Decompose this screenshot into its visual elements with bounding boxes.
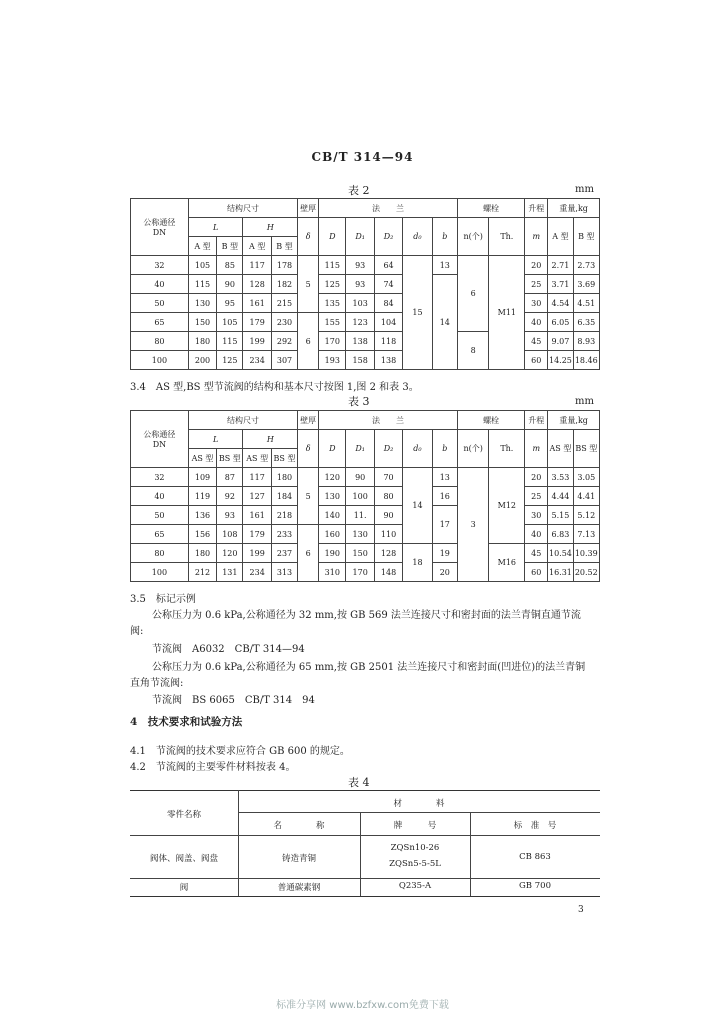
t2-h-struct: 结构尺寸 <box>188 199 297 218</box>
t3-cell: 16 <box>432 487 457 506</box>
t2-cell: 100 <box>131 351 189 370</box>
sec-4-title: 4 技术要求和试验方法 <box>130 716 243 728</box>
t3-cell: 3.05 <box>573 468 599 487</box>
t3-cell: 13 <box>432 468 457 487</box>
t2-cell: 182 <box>271 275 297 294</box>
t3-cell: 32 <box>131 468 189 487</box>
t2-h-D: D <box>319 218 346 256</box>
t2-h-lb: B 型 <box>217 237 243 256</box>
t3-h-ha: AS 型 <box>243 449 271 468</box>
t3-cell: 100 <box>131 563 189 582</box>
t2-cell: 130 <box>188 294 216 313</box>
t3-cell-n: 3 <box>457 468 489 582</box>
t3-cell-th: M16 <box>489 544 525 582</box>
t2-cell-th: M11 <box>489 256 525 370</box>
t3-cell: 10.39 <box>573 544 599 563</box>
t2-cell: 6.05 <box>548 313 573 332</box>
t2-cell: 95 <box>217 294 243 313</box>
t3-cell: 70 <box>374 468 402 487</box>
sec-4-2: 4.2 节流阀的主要零件材料按表 4。 <box>130 762 296 773</box>
t3-h-D1: D₁ <box>346 430 374 468</box>
t3-cell: 100 <box>346 487 374 506</box>
t2-cell: 193 <box>319 351 346 370</box>
t3-h-la: AS 型 <box>188 449 216 468</box>
sec-3-5-p2b: 直角节流阀: <box>130 678 184 689</box>
table-row <box>131 468 600 487</box>
t3-h-L: L <box>188 430 243 449</box>
t3-h-delta: δ <box>298 430 319 468</box>
t2-h-weight: 重量,kg <box>548 199 600 218</box>
t3-h-n: n(个) <box>457 430 489 468</box>
t2-cell: 65 <box>131 313 189 332</box>
t3-h-bolt: 螺栓 <box>457 411 524 430</box>
table-row <box>131 294 600 313</box>
t4-h-material: 材 料 <box>393 799 445 809</box>
t2-cell: 178 <box>271 256 297 275</box>
t2-h-H: H <box>243 218 298 237</box>
t3-cell: 190 <box>319 544 346 563</box>
t3-cell: 234 <box>243 563 271 582</box>
t3-cell: 90 <box>374 506 402 525</box>
table-row <box>131 563 600 582</box>
t3-cell: 128 <box>374 544 402 563</box>
t3-cell: 92 <box>217 487 243 506</box>
t3-cell: 16.31 <box>548 563 573 582</box>
t2-cell: 105 <box>188 256 216 275</box>
table4-top-rule <box>130 790 600 791</box>
t3-cell: 160 <box>319 525 346 544</box>
t2-h-lift: 升程 <box>525 199 548 218</box>
t2-cell: 135 <box>319 294 346 313</box>
footer-watermark: 标准分享网 www.bzfxw.com免费下载 <box>276 1000 449 1011</box>
t2-cell: 6.35 <box>573 313 599 332</box>
t3-cell: 313 <box>271 563 297 582</box>
table-row <box>131 256 600 275</box>
t2-cell: 118 <box>374 332 402 351</box>
t3-cell: 60 <box>525 563 548 582</box>
t2-cell: 230 <box>271 313 297 332</box>
t2-cell: 93 <box>346 256 374 275</box>
t4-r1-part: 阀体、阀盖、阀盘 <box>149 854 218 864</box>
t2-cell-n: 6 <box>457 256 489 332</box>
sec-3-5-mark2: 节流阀 BS 6065 CB/T 314 94 <box>152 695 315 706</box>
sec-3-5-p2: 公称压力为 0.6 kPa,公称通径为 65 mm,按 GB 2501 法兰连接尺寸和密封面(凹进位)的法兰青铜 <box>152 662 586 673</box>
t2-cell: 25 <box>525 275 548 294</box>
t2-cell: 9.07 <box>548 332 573 351</box>
t2-h-m: m <box>525 218 548 256</box>
t3-h-wAS: AS 型 <box>548 430 573 468</box>
t3-cell: 130 <box>319 487 346 506</box>
t2-h-dn: 公称通径 DN <box>131 199 189 256</box>
t2-h-D1: D₁ <box>346 218 374 256</box>
t3-cell: 218 <box>271 506 297 525</box>
t3-cell: 80 <box>374 487 402 506</box>
t3-cell-d0: 14 <box>403 468 432 544</box>
t4-r1-grade2: ZQSn5-5-5L <box>389 859 441 869</box>
t2-cell: 125 <box>217 351 243 370</box>
t3-cell: 20 <box>432 563 457 582</box>
t2-cell: 8.93 <box>573 332 599 351</box>
t3-cell: 3.53 <box>548 468 573 487</box>
t3-h-b: b <box>432 430 457 468</box>
t3-cell-d0: 18 <box>403 544 432 582</box>
t2-h-wB: B 型 <box>573 218 599 256</box>
t2-cell: 30 <box>525 294 548 313</box>
t3-cell: 11. <box>346 506 374 525</box>
t3-cell: 161 <box>243 506 271 525</box>
t3-cell: 237 <box>271 544 297 563</box>
t3-h-struct: 结构尺寸 <box>188 411 297 430</box>
t2-cell-delta: 6 <box>298 313 319 370</box>
t2-cell: 32 <box>131 256 189 275</box>
t2-cell: 14.25 <box>548 351 573 370</box>
table-row <box>131 487 600 506</box>
t2-h-th: Th. <box>489 218 525 256</box>
t2-cell: 103 <box>346 294 374 313</box>
t3-cell: 180 <box>188 544 216 563</box>
t3-cell: 140 <box>319 506 346 525</box>
t3-cell: 130 <box>346 525 374 544</box>
t2-cell: 74 <box>374 275 402 294</box>
t3-h-D: D <box>319 430 346 468</box>
t3-h-wall: 壁厚 <box>298 411 319 430</box>
t3-cell: 20.52 <box>573 563 599 582</box>
t3-cell: 108 <box>217 525 243 544</box>
table-row <box>131 275 600 294</box>
t3-cell: 7.13 <box>573 525 599 544</box>
t3-cell: 4.41 <box>573 487 599 506</box>
t2-h-D2: D₂ <box>374 218 402 256</box>
t3-cell: 87 <box>217 468 243 487</box>
t2-cell: 3.69 <box>573 275 599 294</box>
t2-cell: 40 <box>131 275 189 294</box>
t2-cell: 115 <box>319 256 346 275</box>
t2-cell: 64 <box>374 256 402 275</box>
t3-cell: 109 <box>188 468 216 487</box>
t3-cell: 120 <box>217 544 243 563</box>
t3-cell: 310 <box>319 563 346 582</box>
t3-cell: 179 <box>243 525 271 544</box>
t2-h-ha: A 型 <box>243 237 271 256</box>
t3-cell: 110 <box>374 525 402 544</box>
t2-cell: 3.71 <box>548 275 573 294</box>
t3-cell-th: M12 <box>489 468 525 544</box>
t2-h-d0: d₀ <box>403 218 432 256</box>
t2-cell: 158 <box>346 351 374 370</box>
t2-cell: 117 <box>243 256 271 275</box>
t2-h-L: L <box>188 218 243 237</box>
t3-cell: 90 <box>346 468 374 487</box>
t3-cell: 120 <box>319 468 346 487</box>
t2-cell: 150 <box>188 313 216 332</box>
t2-h-n: n(个) <box>457 218 489 256</box>
t2-cell: 93 <box>346 275 374 294</box>
t2-cell: 90 <box>217 275 243 294</box>
table-row <box>131 525 600 544</box>
sec-4-1: 4.1 节流阀的技术要求应符合 GB 600 的规定。 <box>130 746 350 757</box>
t3-cell: 199 <box>243 544 271 563</box>
t3-cell: 180 <box>271 468 297 487</box>
t2-cell: 115 <box>217 332 243 351</box>
t3-h-d0: d₀ <box>403 430 432 468</box>
table4-bottom-rule <box>130 896 600 897</box>
t2-cell: 50 <box>131 294 189 313</box>
t2-cell: 60 <box>525 351 548 370</box>
t2-cell: 80 <box>131 332 189 351</box>
t3-h-H: H <box>243 430 298 449</box>
t3-cell: 80 <box>131 544 189 563</box>
t2-cell: 170 <box>319 332 346 351</box>
t2-cell: 307 <box>271 351 297 370</box>
t3-cell: 5.12 <box>573 506 599 525</box>
t3-cell: 212 <box>188 563 216 582</box>
t3-cell-delta: 5 <box>298 468 319 525</box>
t2-cell-n: 8 <box>457 332 489 370</box>
t3-cell: 20 <box>525 468 548 487</box>
sec-3-5-p1: 公称压力为 0.6 kPa,公称通径为 32 mm,按 GB 569 法兰连接尺寸和密封面的法兰青铜直通节流 <box>152 610 581 621</box>
t2-cell: 85 <box>217 256 243 275</box>
t2-cell: 18.46 <box>573 351 599 370</box>
t2-cell-delta: 5 <box>298 256 319 313</box>
t4-r2-part: 阀 <box>179 883 189 893</box>
t3-cell: 19 <box>432 544 457 563</box>
table2-unit: mm <box>575 184 594 195</box>
t3-cell: 30 <box>525 506 548 525</box>
t3-cell-delta: 6 <box>298 525 319 582</box>
t2-cell: 84 <box>374 294 402 313</box>
t2-h-hb: B 型 <box>271 237 297 256</box>
t3-cell: 156 <box>188 525 216 544</box>
sec-3-5-p1b: 阀: <box>130 626 144 637</box>
t4-r1-grade1: ZQSn10-26 <box>390 843 440 853</box>
table4-rule <box>130 835 600 836</box>
page-number: 3 <box>578 905 584 915</box>
t4-r1-name: 铸造青铜 <box>281 854 316 864</box>
t2-cell: 292 <box>271 332 297 351</box>
table-row <box>131 313 600 332</box>
table3-caption: 表 3 <box>348 395 370 408</box>
t2-cell: 2.73 <box>573 256 599 275</box>
t2-cell: 128 <box>243 275 271 294</box>
t4-r2-std: GB 700 <box>519 881 551 891</box>
t2-cell: 104 <box>374 313 402 332</box>
t2-cell: 155 <box>319 313 346 332</box>
t3-h-th: Th. <box>489 430 525 468</box>
t3-cell: 184 <box>271 487 297 506</box>
t3-cell: 25 <box>525 487 548 506</box>
t2-cell: 125 <box>319 275 346 294</box>
table4-rule <box>130 878 600 879</box>
t2-cell: 138 <box>374 351 402 370</box>
t3-cell: 150 <box>346 544 374 563</box>
t2-cell: 161 <box>243 294 271 313</box>
t3-cell: 127 <box>243 487 271 506</box>
t3-cell: 40 <box>131 487 189 506</box>
table-row <box>131 506 600 525</box>
table4-caption: 表 4 <box>348 776 370 789</box>
t3-h-lb: BS 型 <box>217 449 243 468</box>
t2-cell: 200 <box>188 351 216 370</box>
t3-h-flange: 法 兰 <box>319 411 458 430</box>
table3 <box>130 410 600 582</box>
t2-cell: 4.54 <box>548 294 573 313</box>
t2-h-la: A 型 <box>188 237 216 256</box>
table4-mid-rule <box>238 812 600 813</box>
t2-h-bolt: 螺栓 <box>457 199 524 218</box>
t3-h-D2: D₂ <box>374 430 402 468</box>
t3-cell: 148 <box>374 563 402 582</box>
sec-3-5-mark1: 节流阀 A6032 CB/T 314—94 <box>152 644 305 655</box>
t3-cell: 45 <box>525 544 548 563</box>
t3-cell: 233 <box>271 525 297 544</box>
t2-cell: 4.51 <box>573 294 599 313</box>
table2-caption: 表 2 <box>348 184 370 197</box>
t2-cell: 13 <box>432 256 457 275</box>
table3-unit: mm <box>575 396 594 407</box>
t2-h-wA: A 型 <box>548 218 573 256</box>
t3-cell: 136 <box>188 506 216 525</box>
t2-cell-b: 14 <box>432 275 457 370</box>
t3-h-dn: 公称通径 DN <box>131 411 189 468</box>
t2-h-b: b <box>432 218 457 256</box>
t3-cell: 6.83 <box>548 525 573 544</box>
t4-r2-name: 普通碳素钢 <box>277 883 321 893</box>
t3-cell: 93 <box>217 506 243 525</box>
t4-r2-grade: Q235-A <box>398 881 432 891</box>
t3-cell: 10.54 <box>548 544 573 563</box>
table-row <box>131 332 600 351</box>
t2-cell: 123 <box>346 313 374 332</box>
t2-cell-d0: 15 <box>403 256 432 370</box>
t3-h-hb: BS 型 <box>271 449 297 468</box>
para-3-4: 3.4 AS 型,BS 型节流阀的结构和基本尺寸按图 1,图 2 和表 3。 <box>130 382 419 393</box>
t4-r1-std: CB 863 <box>519 852 551 862</box>
t3-cell: 131 <box>217 563 243 582</box>
t2-cell: 199 <box>243 332 271 351</box>
t2-cell: 179 <box>243 313 271 332</box>
t2-h-delta: δ <box>298 218 319 256</box>
t3-cell: 117 <box>243 468 271 487</box>
t3-cell-b: 17 <box>432 506 457 544</box>
t2-cell: 234 <box>243 351 271 370</box>
t3-cell: 119 <box>188 487 216 506</box>
t4-h-part: 零件名称 <box>166 810 201 820</box>
t2-cell: 215 <box>271 294 297 313</box>
t3-h-lift: 升程 <box>525 411 548 430</box>
sec-3-5-title: 3.5 标记示例 <box>130 594 196 605</box>
page-header: CB/T 314—94 <box>311 150 414 164</box>
t4-h-grade: 牌 号 <box>393 821 437 831</box>
t2-cell: 2.71 <box>548 256 573 275</box>
t2-cell: 40 <box>525 313 548 332</box>
t3-h-wBS: BS 型 <box>573 430 599 468</box>
t2-cell: 105 <box>217 313 243 332</box>
t4-h-name: 名 称 <box>273 821 325 831</box>
t3-cell: 170 <box>346 563 374 582</box>
t3-h-m: m <box>525 430 548 468</box>
t2-cell: 45 <box>525 332 548 351</box>
t4-h-std: 标 准 号 <box>513 821 557 831</box>
t3-cell: 4.44 <box>548 487 573 506</box>
t2-h-flange: 法 兰 <box>319 199 458 218</box>
table-row <box>131 351 600 370</box>
t2-cell: 138 <box>346 332 374 351</box>
t3-cell: 65 <box>131 525 189 544</box>
table-row <box>131 544 600 563</box>
t3-cell: 40 <box>525 525 548 544</box>
t2-cell: 115 <box>188 275 216 294</box>
t2-cell: 20 <box>525 256 548 275</box>
t3-cell: 5.15 <box>548 506 573 525</box>
table2 <box>130 198 600 370</box>
t3-h-weight: 重量,kg <box>548 411 600 430</box>
t3-cell: 50 <box>131 506 189 525</box>
t2-h-wall: 壁厚 <box>298 199 319 218</box>
t2-cell: 180 <box>188 332 216 351</box>
